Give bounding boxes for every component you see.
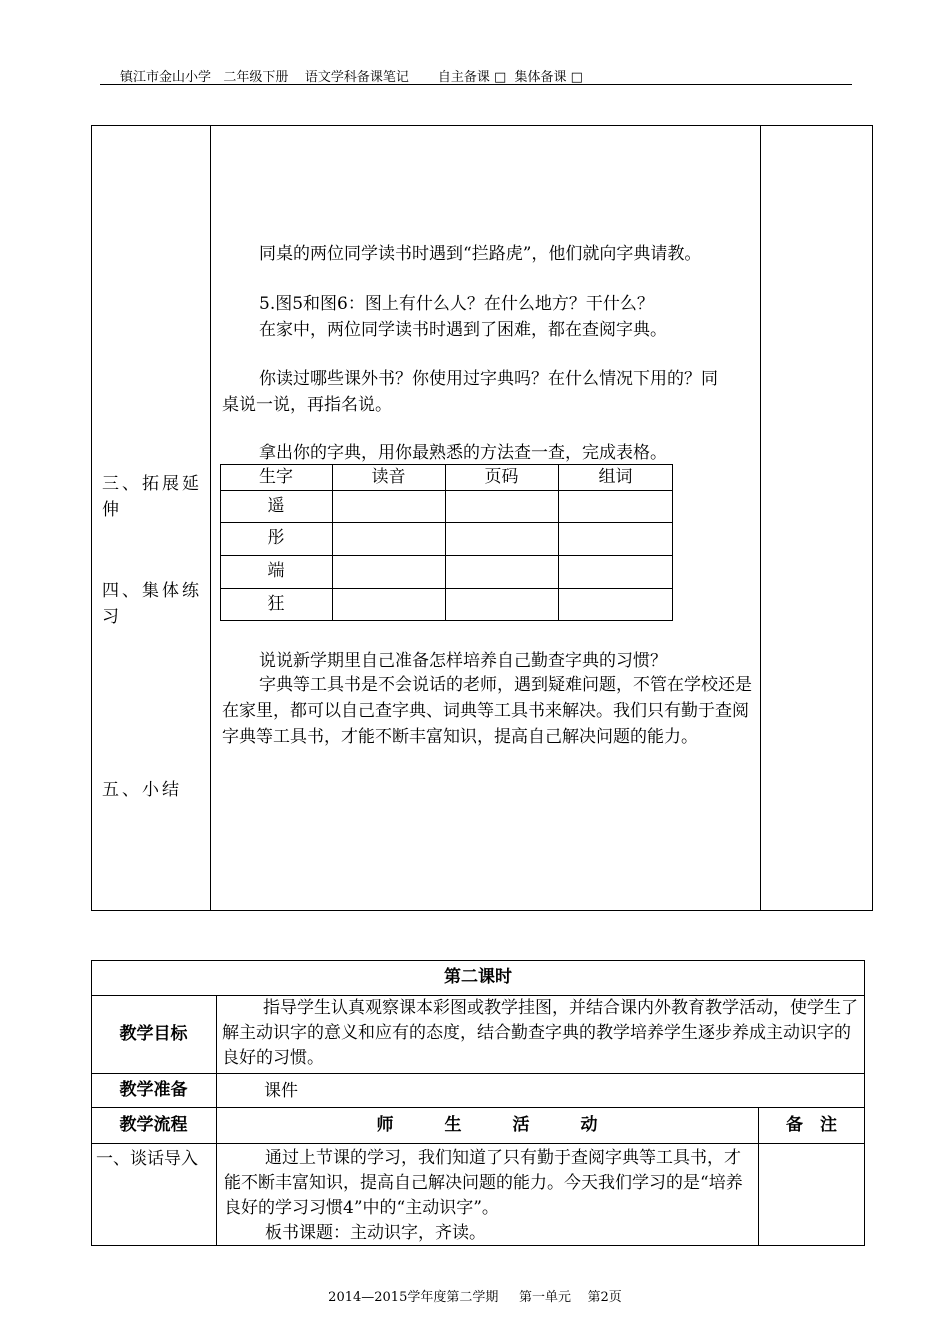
table-row-character: 狂	[267, 594, 285, 614]
label-group-practice: 四、集体练习	[102, 581, 202, 627]
step-conversation-intro-label: 一、谈话导入	[96, 1149, 198, 1169]
teaching-prep-text: 课件	[264, 1081, 298, 1101]
label-extension: 三、拓展延伸	[102, 474, 202, 520]
lesson-one-col-divider-2	[760, 125, 761, 911]
paragraph-picture-question: 5.图5和图6：图上有什么人？在什么地方？干什么？	[259, 294, 654, 314]
paragraph-dictionary-help: 同桌的两位同学读书时遇到“拦路虎”，他们就向字典请教。	[259, 244, 702, 264]
header-character: 生字	[259, 467, 293, 487]
paragraph-table-instruction: 拿出你的字典，用你最熟悉的方法查一查，完成表格。	[259, 443, 667, 463]
teaching-flow-label: 教学流程	[119, 1115, 188, 1135]
teacher-student-activity-label: 师 生 活 动	[376, 1115, 598, 1135]
paragraph-summary: 字典等工具书是不会说话的老师，遇到疑难问题，不管在学校还是在家里，都可以自己查字典、词典等工具书来解决。我们只有勤于查阅字典等工具书，才能不断丰富知识，提高自己解决问题的能力。	[222, 675, 752, 747]
teaching-goal-label: 教学目标	[119, 1024, 188, 1044]
notes-label: 备 注	[786, 1115, 837, 1135]
header-page-number: 页码	[484, 467, 519, 487]
table-row-character: 端	[267, 561, 285, 581]
lesson-one-col-divider-1	[210, 125, 211, 911]
step-board-title-text: 板书课题：主动识字，齐读。	[265, 1223, 486, 1243]
lesson-two-row-4	[91, 1143, 865, 1144]
step-conversation-intro-text: 通过上节课的学习，我们知道了只有勤于查阅字典等工具书，才能不断丰富知识，提高自己解决问题的能力。今天我们学习的是“培养良好的学习习惯4”中的“主动识字”。	[224, 1148, 743, 1218]
table-row-character: 彤	[267, 528, 285, 548]
paragraph-reading-question: 你读过哪些课外书？你使用过字典吗？在什么情况下用的？同桌说一说，再指名说。	[222, 369, 718, 415]
teaching-goal-text: 指导学生认真观察课本彩图或教学挂图，并结合课内外教育教学活动，使学生了解主动识字的意义和应有的态度，结合勤查字典的教学培养学生逐步养成主动识字的良好的习惯。	[222, 998, 858, 1068]
label-summary: 五、小结	[102, 780, 182, 800]
page-footer: 2014—2015学年度第二学期 第一单元 第2页	[328, 1290, 622, 1305]
table-row-character: 遥	[267, 496, 285, 516]
paragraph-at-home: 在家中，两位同学读书时遇到了困难，都在查阅字典。	[259, 320, 667, 340]
paragraph-habit-question: 说说新学期里自己准备怎样培养自己勤查字典的习惯？	[259, 651, 667, 671]
lesson-two-title: 第二课时	[444, 967, 512, 987]
header-word-group: 组词	[598, 467, 633, 487]
header-rule	[100, 84, 852, 85]
teaching-prep-label: 教学准备	[119, 1080, 188, 1100]
header-pronunciation: 读音	[371, 467, 406, 487]
page-header: 镇江市金山小学 二年级下册 语文学科备课笔记 自主备课 □ 集体备课 □	[120, 70, 583, 85]
